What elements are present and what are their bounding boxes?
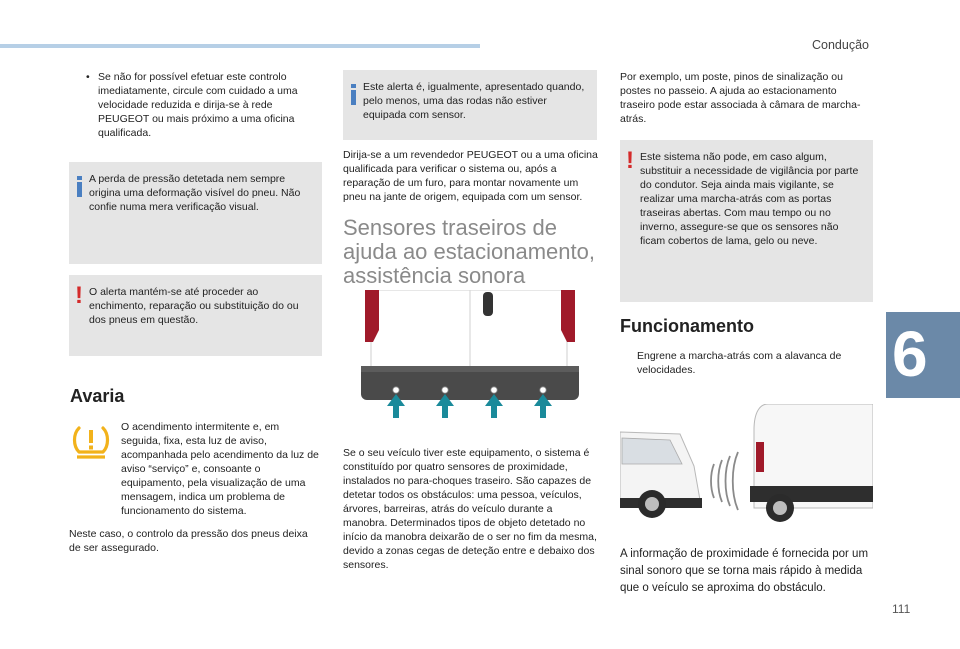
paragraph: Dirija-se a um revendedor PEUGEOT ou a uma oficina qualificada para verificar o sistema ou, após a reparação de um furo, para montar novamente um pneu na jante de origem, equipada com um sensor. xyxy=(343,149,598,203)
warning-box-text: Este sistema não pode, em caso algum, substituir a necessidade de vigilância por parte do condutor. Seja ainda mais vigilante, se realizar uma marcha-atrás com as portas traseiras abertas. Com mau tempo ou no inverno, assegure-se que os sensores não ficam cobertos de lama, gelo ou neve. xyxy=(640,151,859,247)
section-heading: Sensores traseiros de ajuda ao estacionamento, assistência sonora xyxy=(343,215,595,288)
warning-box-text: O alerta mantém-se até proceder ao enchimento, reparação ou substituição do ou dos pneus em questão. xyxy=(89,286,299,326)
warning-box xyxy=(620,140,873,302)
tyre-pressure-warning-icon xyxy=(71,424,111,462)
avaria-text: O acendimento intermitente e, em seguida, fixa, esta luz de aviso, acompanhada pelo acendimento da luz de aviso “serviço” e, consoante o equipamento, pela visualização de uma mensagem, indica um problema de funcionamento do sistema. xyxy=(121,421,319,517)
section-heading: Funcionamento xyxy=(620,316,754,336)
exclamation-icon: ! xyxy=(626,147,634,174)
step-text: Engrene a marcha-atrás com a alavanca de velocidades. xyxy=(637,350,842,376)
rear-sensors-illustration xyxy=(343,290,597,420)
paragraph: Se o seu veículo tiver este equipamento, o sistema é constituído por quatro sensores de proximidade, instalados no para-choques traseiro. São capazes de detetar todos os obstáculos: uma pessoa, veículos, árvores, barreiras, atrás do veículo durante a manobra. Determinados tipos de objeto detetado no início da manobra deixarão de o ser no fim da mesma, devido a zonas cegas de deteção entre e debaixo dos sensores. xyxy=(343,447,597,571)
warning-box xyxy=(69,275,322,356)
caption: A informação de proximidade é fornecida por um sinal sonoro que se torna mais rápido à medida que o veículo se aproxima do obstáculo. xyxy=(620,548,869,594)
paragraph: Neste caso, o controlo da pressão dos pneus deixa de ser assegurado. xyxy=(69,528,308,554)
section-title: Condução xyxy=(812,38,869,52)
exclamation-icon: ! xyxy=(75,282,83,309)
info-icon xyxy=(76,176,83,197)
chapter-number: 6 xyxy=(892,318,928,390)
page-number: 111 xyxy=(892,602,911,616)
section-heading: Avaria xyxy=(70,386,125,406)
bullet-marker: • xyxy=(86,71,90,83)
info-icon xyxy=(350,84,357,105)
info-box-text: A perda de pressão detetada nem sempre origina uma deformação visível do pneu. Não confie numa mera verificação visual. xyxy=(89,173,301,213)
info-box-text: Este alerta é, igualmente, apresentado quando, pelo menos, uma das rodas não estiver equipada com sensor. xyxy=(363,81,585,121)
paragraph: Por exemplo, um poste, pinos de sinalização ou postes no passeio. A ajuda ao estacionamento traseiro pode estar associada à câmara de marcha-atrás. xyxy=(620,71,861,125)
bullet-text: Se não for possível efetuar este controlo imediatamente, circule com cuidado a uma velocidade reduzida e dirija-se à rede PEUGEOT ou mais próximo a uma oficina qualificada. xyxy=(98,71,298,139)
parking-sound-illustration xyxy=(620,404,873,522)
header-bar xyxy=(0,44,480,48)
info-box xyxy=(69,162,322,264)
info-box xyxy=(343,70,597,140)
